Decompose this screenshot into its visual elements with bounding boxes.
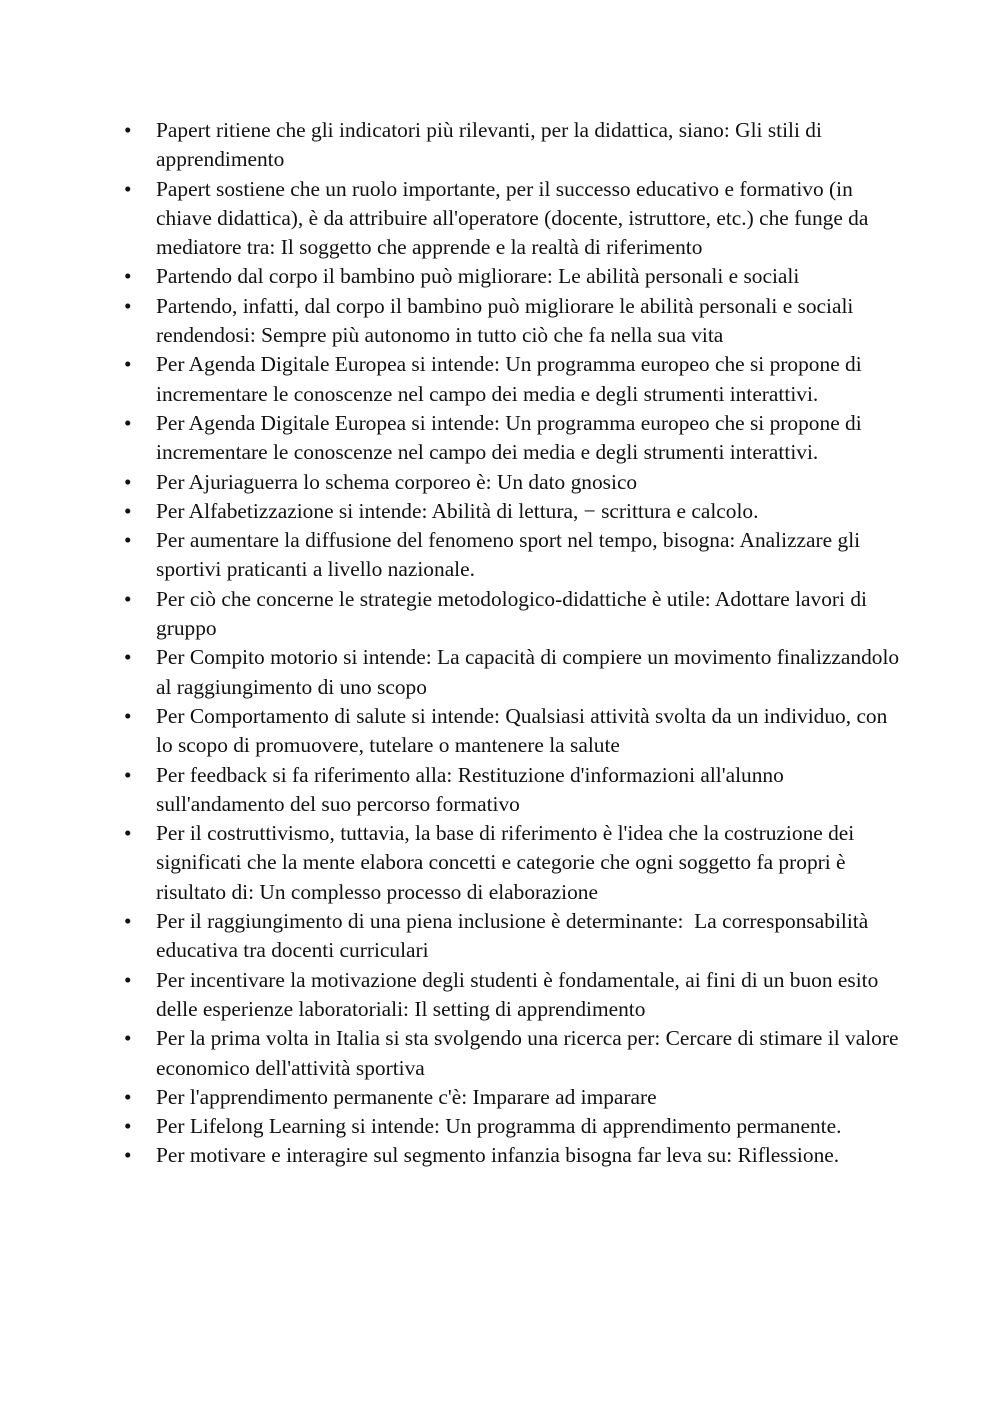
bullet-icon: •: [124, 762, 132, 787]
list-item: [0, 1024, 906, 1083]
bullet-icon: •: [124, 176, 132, 201]
list-item-text: Per Ajuriaguerra lo schema corporeo è: Un dato gnosico: [156, 469, 638, 494]
bullet-icon: •: [124, 264, 132, 289]
list-item-text: Per Lifelong Learning si intende: Un programma di apprendimento permanente.: [156, 1114, 842, 1139]
list-item: [0, 350, 906, 409]
list-item-text: Per Agenda Digitale Europea si intende: Un programma europeo che si propone di incrementare le conoscenze nel campo dei media e degli strumenti interattivi.: [156, 352, 862, 406]
bullet-icon: •: [124, 821, 132, 846]
list-item: [0, 761, 906, 820]
list-item: [0, 907, 906, 966]
bullet-icon: •: [124, 909, 132, 934]
list-item: [0, 262, 906, 291]
bullet-icon: •: [124, 293, 132, 318]
list-item: [0, 643, 906, 702]
list-item-text: Per ciò che concerne le strategie metodologico-didattiche è utile: Adottare lavori di gruppo: [156, 586, 867, 641]
list-item-text: Per Comportamento di salute si intende: Qualsiasi attività svolta da un individuo, con lo scopo di promuovere, tutelare o mantenere la salute: [156, 703, 888, 758]
bullet-icon: •: [124, 469, 132, 494]
bullet-icon: •: [124, 586, 132, 611]
bullet-icon: •: [124, 410, 132, 435]
list-item: [0, 1112, 906, 1141]
bullet-icon: •: [124, 498, 132, 523]
list-item: [0, 468, 906, 497]
bullet-icon: •: [124, 967, 132, 992]
list-item-text: Per l'apprendimento permanente c'è: Imparare ad imparare: [156, 1084, 657, 1109]
list-item-text: Partendo dal corpo il bambino può migliorare: Le abilità personali e sociali: [156, 264, 800, 289]
list-item: [0, 497, 906, 526]
bullet-icon: •: [124, 645, 132, 670]
list-item: [0, 409, 906, 468]
list-item-text: Per il raggiungimento di una piena inclusione è determinante: La corresponsabilità educativa tra docenti curriculari: [156, 909, 874, 963]
list-item: [0, 966, 906, 1025]
list-item-text: Per Alfabetizzazione si intende: Abilità di lettura, − scrittura e calcolo.: [156, 498, 759, 523]
bullet-icon: •: [124, 1143, 132, 1168]
list-item-text: Per il costruttivismo, tuttavia, la base di riferimento è l'idea che la costruzione dei significati che la mente elabora concetti e categorie che ogni soggetto fa propri è risultato di: Un complesso processo di elaborazione: [156, 821, 855, 904]
list-item-text: Papert ritiene che gli indicatori più rilevanti, per la didattica, siano: Gli stili di apprendimento: [156, 118, 822, 172]
list-item: [0, 1141, 906, 1170]
bullet-icon: •: [124, 1114, 132, 1139]
list-item: [0, 175, 906, 263]
list-item: [0, 116, 906, 175]
bullet-icon: •: [124, 703, 132, 728]
bullet-icon: •: [124, 118, 132, 142]
bullet-icon: •: [124, 1084, 132, 1109]
list-item-text: Per feedback si fa riferimento alla: Restituzione d'informazioni all'alunno sull'andamento del suo percorso formativo: [156, 762, 784, 816]
list-item: [0, 292, 906, 351]
list-item-text: Per la prima volta in Italia si sta svolgendo una ricerca per: Cercare di stimare il valore economico dell'attività sportiva: [156, 1026, 899, 1080]
list-item-text: Per aumentare la diffusione del fenomeno sport nel tempo, bisogna: Analizzare gli sportivi praticanti a livello nazionale.: [156, 528, 861, 582]
bullet-icon: •: [124, 1026, 132, 1051]
bullet-icon: •: [124, 352, 132, 377]
list-item: [0, 526, 906, 585]
list-item-text: Per motivare e interagire sul segmento infanzia bisogna far leva su: Riflessione.: [156, 1143, 840, 1168]
list-item-text: Per Agenda Digitale Europea si intende: Un programma europeo che si propone di incrementare le conoscenze nel campo dei media e degli strumenti interattivi.: [156, 410, 862, 465]
list-item-text: Papert sostiene che un ruolo importante, per il successo educativo e formativo (in chiave didattica), è da attribuire all'operatore (docente, istruttore, etc.) che funge da mediatore tra: Il soggetto che apprende e la realtà di riferimento: [156, 176, 869, 260]
list-item: [0, 702, 906, 761]
list-item: [0, 819, 906, 907]
list-item-text: Per Compito motorio si intende: La capacità di compiere un movimento finalizzandolo al raggiungimento di uno scopo: [156, 645, 900, 699]
bullet-list: [0, 116, 1000, 1171]
list-item-text: Per incentivare la motivazione degli studenti è fondamentale, ai fini di un buon esito delle esperienze laboratoriali: Il setting di apprendimento: [156, 967, 879, 1021]
list-item: [0, 1083, 906, 1112]
list-item: [0, 585, 906, 644]
bullet-icon: •: [124, 528, 132, 553]
list-item-text: Partendo, infatti, dal corpo il bambino può migliorare le abilità personali e sociali rendendosi: Sempre più autonomo in tutto ciò che fa nella sua vita: [156, 293, 854, 348]
